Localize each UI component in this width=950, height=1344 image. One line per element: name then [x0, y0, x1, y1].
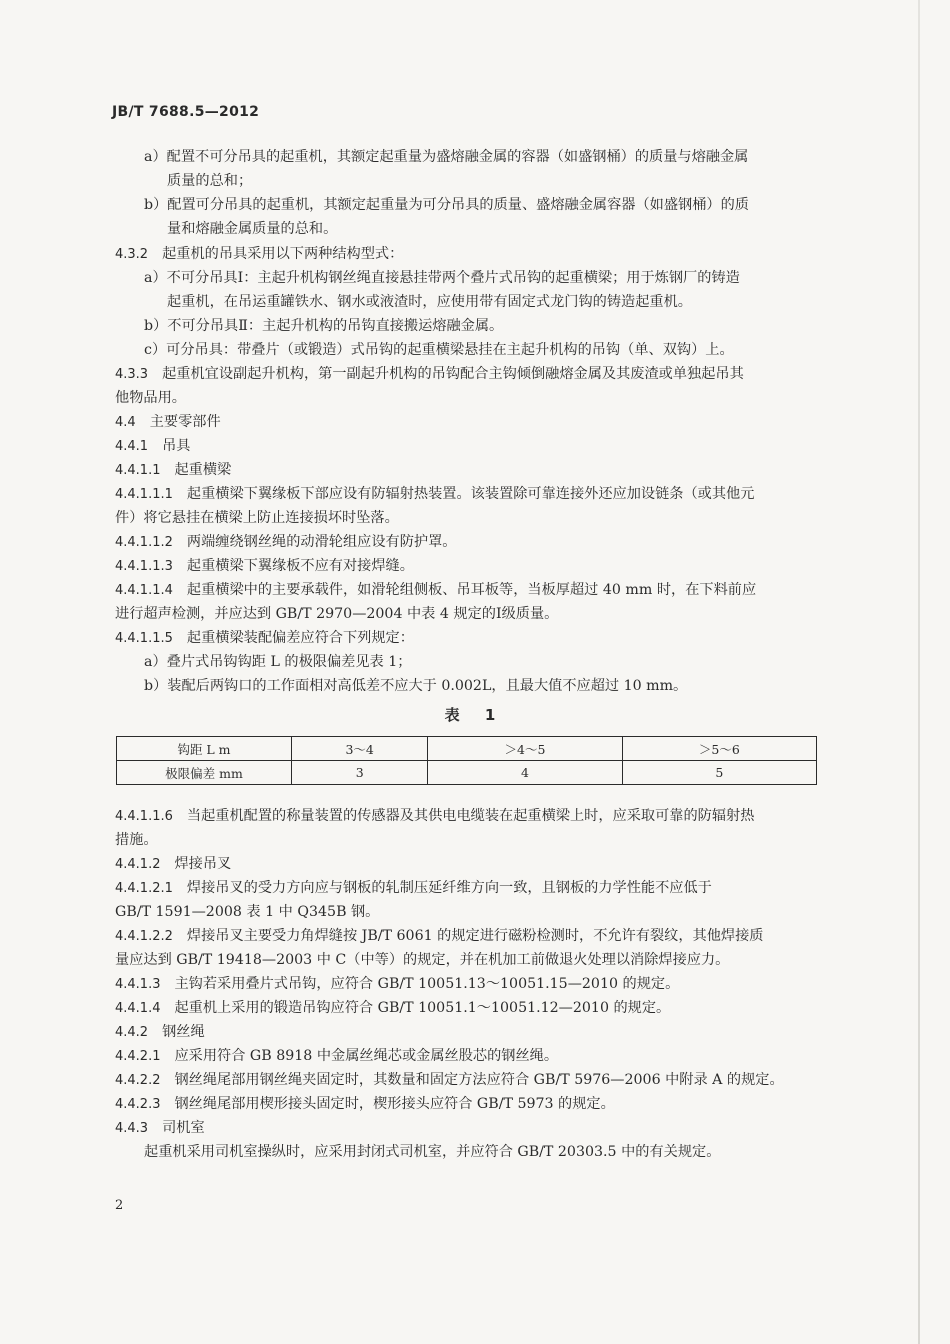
clause-number: 4.4.1.2.1: [115, 881, 173, 896]
clause-number: 4.4.1.1.5: [115, 631, 173, 646]
clause-text: 起重机的吊具采用以下两种结构型式：: [162, 246, 404, 262]
clause-number: 4.4.1.1: [115, 463, 161, 478]
clause-number: 4.3.3: [115, 367, 149, 382]
section-heading: 主要零部件: [149, 414, 221, 430]
clause-text: 起重横梁下翼缘板下部应设有防辐射热装置。该装置除可靠连接外还应加设链条（或其他元: [186, 486, 755, 502]
text-line: [144, 340, 734, 360]
clause-text: b）配置可分吊具的起重机，其额定起重量为可分吊具的质量、盛熔融金属容器（如盛钢桶）的质: [144, 197, 749, 213]
text-line: [115, 508, 399, 528]
clause-text: 主钩若采用叠片式吊钩，应符合 GB/T 10051.13～10051.15—2010 的规定。: [174, 976, 680, 992]
table-title: 表 1: [444, 706, 506, 724]
scan-edge: [918, 0, 920, 1344]
text-line: [144, 147, 748, 167]
text-line: [115, 950, 729, 970]
table-cell: 极限偏差 mm: [117, 761, 292, 785]
text-line: [167, 219, 337, 239]
text-line: [167, 292, 692, 312]
text-line: [115, 532, 456, 553]
clause-text: 质量的总和；: [167, 173, 253, 189]
clause-number: 4.4.1: [115, 439, 149, 454]
clause-text: 应采用符合 GB 8918 中金属丝绳芯或金属丝股芯的钢丝绳。: [174, 1048, 559, 1064]
clause-text: a）叠片式吊钩钩距 L 的极限偏差见表 1；: [144, 654, 412, 670]
section-heading: 钢丝绳: [162, 1024, 205, 1040]
clause-text: 进行超声检测，并应达到 GB/T 2970—2004 中表 4 规定的Ⅰ级质量。: [115, 606, 559, 622]
clause-number: 4.4.1.2.2: [115, 929, 173, 944]
text-line: [115, 1070, 784, 1091]
text-line: [115, 1022, 205, 1043]
clause-number: 4.4.1.1.4: [115, 583, 173, 598]
section-heading: 起重横梁: [174, 462, 232, 478]
clause-text: 起重横梁中的主要承载件，如滑轮组侧板、吊耳板等，当板厚超过 40 mm 时，在下料前应: [186, 582, 757, 598]
clause-text: 起重机宜设副起升机构，第一副起升机构的吊钩配合主钩倾倒融熔金属及其废渣或单独起吊其: [162, 366, 744, 382]
clause-text: b）装配后两钩口的工作面相对高低差不应大于 0.002L，且最大值不应超过 10 mm。: [144, 678, 688, 694]
deviation-table: [116, 736, 817, 785]
clause-text: 量应达到 GB/T 19418—2003 中 C（中等）的规定，并在机加工前做退火处理以消除焊接应力。: [115, 952, 730, 968]
clause-text: 起重横梁装配偏差应符合下列规定：: [186, 630, 414, 646]
clause-text: 焊接吊叉的受力方向应与钢板的轧制压延纤维方向一致，且钢板的力学性能不应低于: [186, 880, 712, 896]
clause-number: 4.4.2.1: [115, 1049, 161, 1064]
clause-number: 4.3.2: [115, 247, 149, 262]
text-line: [115, 854, 231, 875]
clause-number: 4.4.1.3: [115, 977, 161, 992]
clause-number: 4.4.1.4: [115, 1001, 161, 1016]
text-line: [115, 1094, 615, 1115]
clause-number: 4.4.2.2: [115, 1073, 161, 1088]
text-line: [115, 436, 190, 457]
clause-text: 起重机采用司机室操纵时，应采用封闭式司机室，并应符合 GB/T 20303.5 中的有关规定。: [144, 1144, 721, 1160]
table-cell: 3: [292, 761, 428, 785]
text-line: [115, 806, 754, 827]
clause-number: 4.4: [115, 415, 136, 430]
table-row: [117, 737, 817, 761]
text-line: [115, 830, 158, 850]
clause-number: 4.4.1.2: [115, 857, 161, 872]
table-cell: 4: [428, 761, 622, 785]
clause-text: 两端缠绕钢丝绳的动滑轮组应设有防护罩。: [186, 534, 457, 550]
clause-text: GB/T 1591—2008 表 1 中 Q345B 钢。: [115, 904, 380, 920]
clause-text: 他物品用。: [115, 390, 186, 406]
clause-number: 4.4.2.3: [115, 1097, 161, 1112]
section-heading: 吊具: [162, 438, 191, 454]
clause-text: 件）将它悬挂在横梁上防止连接损坏时坠落。: [115, 510, 399, 526]
clause-text: b）不可分吊具Ⅱ：主起升机构的吊钩直接搬运熔融金属。: [144, 318, 504, 334]
clause-text: 焊接吊叉主要受力角焊缝按 JB/T 6061 的规定进行磁粉检测时，不允许有裂纹，其他焊接质: [186, 928, 764, 944]
clause-text: 钢丝绳尾部用楔形接头固定时，楔形接头应符合 GB/T 5973 的规定。: [174, 1096, 615, 1112]
clause-text: c）可分吊具：带叠片（或锻造）式吊钩的起重横梁悬挂在主起升机构的吊钩（单、双钩）上。: [144, 342, 734, 358]
text-line: [144, 676, 687, 696]
text-line: [144, 652, 411, 672]
text-line: [115, 556, 414, 577]
section-heading: 司机室: [162, 1120, 205, 1136]
table-cell: 5: [622, 761, 816, 785]
text-line: [115, 1046, 558, 1067]
table-cell: 钩距 L m: [117, 737, 292, 761]
text-line: [144, 195, 749, 215]
text-line: [115, 998, 670, 1019]
clause-text: 起重机上采用的锻造吊钩应符合 GB/T 10051.1～10051.12—2010 的规定。: [174, 1000, 671, 1016]
clause-text: 钢丝绳尾部用钢丝绳夹固定时，其数量和固定方法应符合 GB/T 5976—2006 中附录 A 的规定。: [174, 1072, 784, 1088]
text-line: [167, 171, 252, 191]
table-cell: ＞4～5: [428, 737, 622, 761]
table-cell: ＞5～6: [622, 737, 816, 761]
text-line: [115, 580, 756, 601]
clause-number: 4.4.1.1.3: [115, 559, 173, 574]
text-line: [115, 926, 763, 947]
text-line: [144, 268, 740, 288]
clause-text: 措施。: [115, 832, 158, 848]
table-row: [117, 761, 817, 785]
clause-text: a）配置不可分吊具的起重机，其额定起重量为盛熔融金属的容器（如盛钢桶）的质量与熔融金属: [144, 149, 749, 165]
text-line: [115, 484, 754, 505]
clause-text: a）不可分吊具Ⅰ：主起升机构钢丝绳直接悬挂带两个叠片式吊钩的起重横梁；用于炼钢厂的铸造: [144, 270, 740, 286]
clause-number: 4.4.1.1.6: [115, 809, 173, 824]
section-heading: 焊接吊叉: [174, 856, 232, 872]
clause-number: 4.4.3: [115, 1121, 149, 1136]
text-line: [115, 460, 231, 481]
text-line: [115, 1118, 205, 1139]
text-line: [115, 244, 403, 265]
text-line: [115, 604, 558, 624]
text-line: [115, 878, 712, 899]
clause-text: 起重机，在吊运重罐铁水、钢水或液渣时，应使用带有固定式龙门钩的铸造起重机。: [167, 294, 692, 310]
standard-code: JB/T 7688.5—2012: [112, 104, 260, 120]
clause-number: 4.4.1.1.1: [115, 487, 173, 502]
text-line: [115, 388, 186, 408]
text-line: [115, 902, 379, 922]
table-cell: 3～4: [292, 737, 428, 761]
clause-number: 4.4.2: [115, 1025, 149, 1040]
clause-text: 起重横梁下翼缘板不应有对接焊缝。: [186, 558, 414, 574]
clause-text: 量和熔融金属质量的总和。: [167, 221, 338, 237]
page-number: 2: [115, 1198, 124, 1213]
clause-text: 当起重机配置的称量装置的传感器及其供电电缆装在起重横梁上时，应采取可靠的防辐射热: [186, 808, 755, 824]
text-line: [144, 316, 503, 336]
clause-number: 4.4.1.1.2: [115, 535, 173, 550]
text-line: [115, 364, 744, 385]
text-line: [115, 412, 221, 433]
text-line: [115, 628, 414, 649]
text-line: [144, 1142, 720, 1162]
text-line: [115, 974, 679, 995]
